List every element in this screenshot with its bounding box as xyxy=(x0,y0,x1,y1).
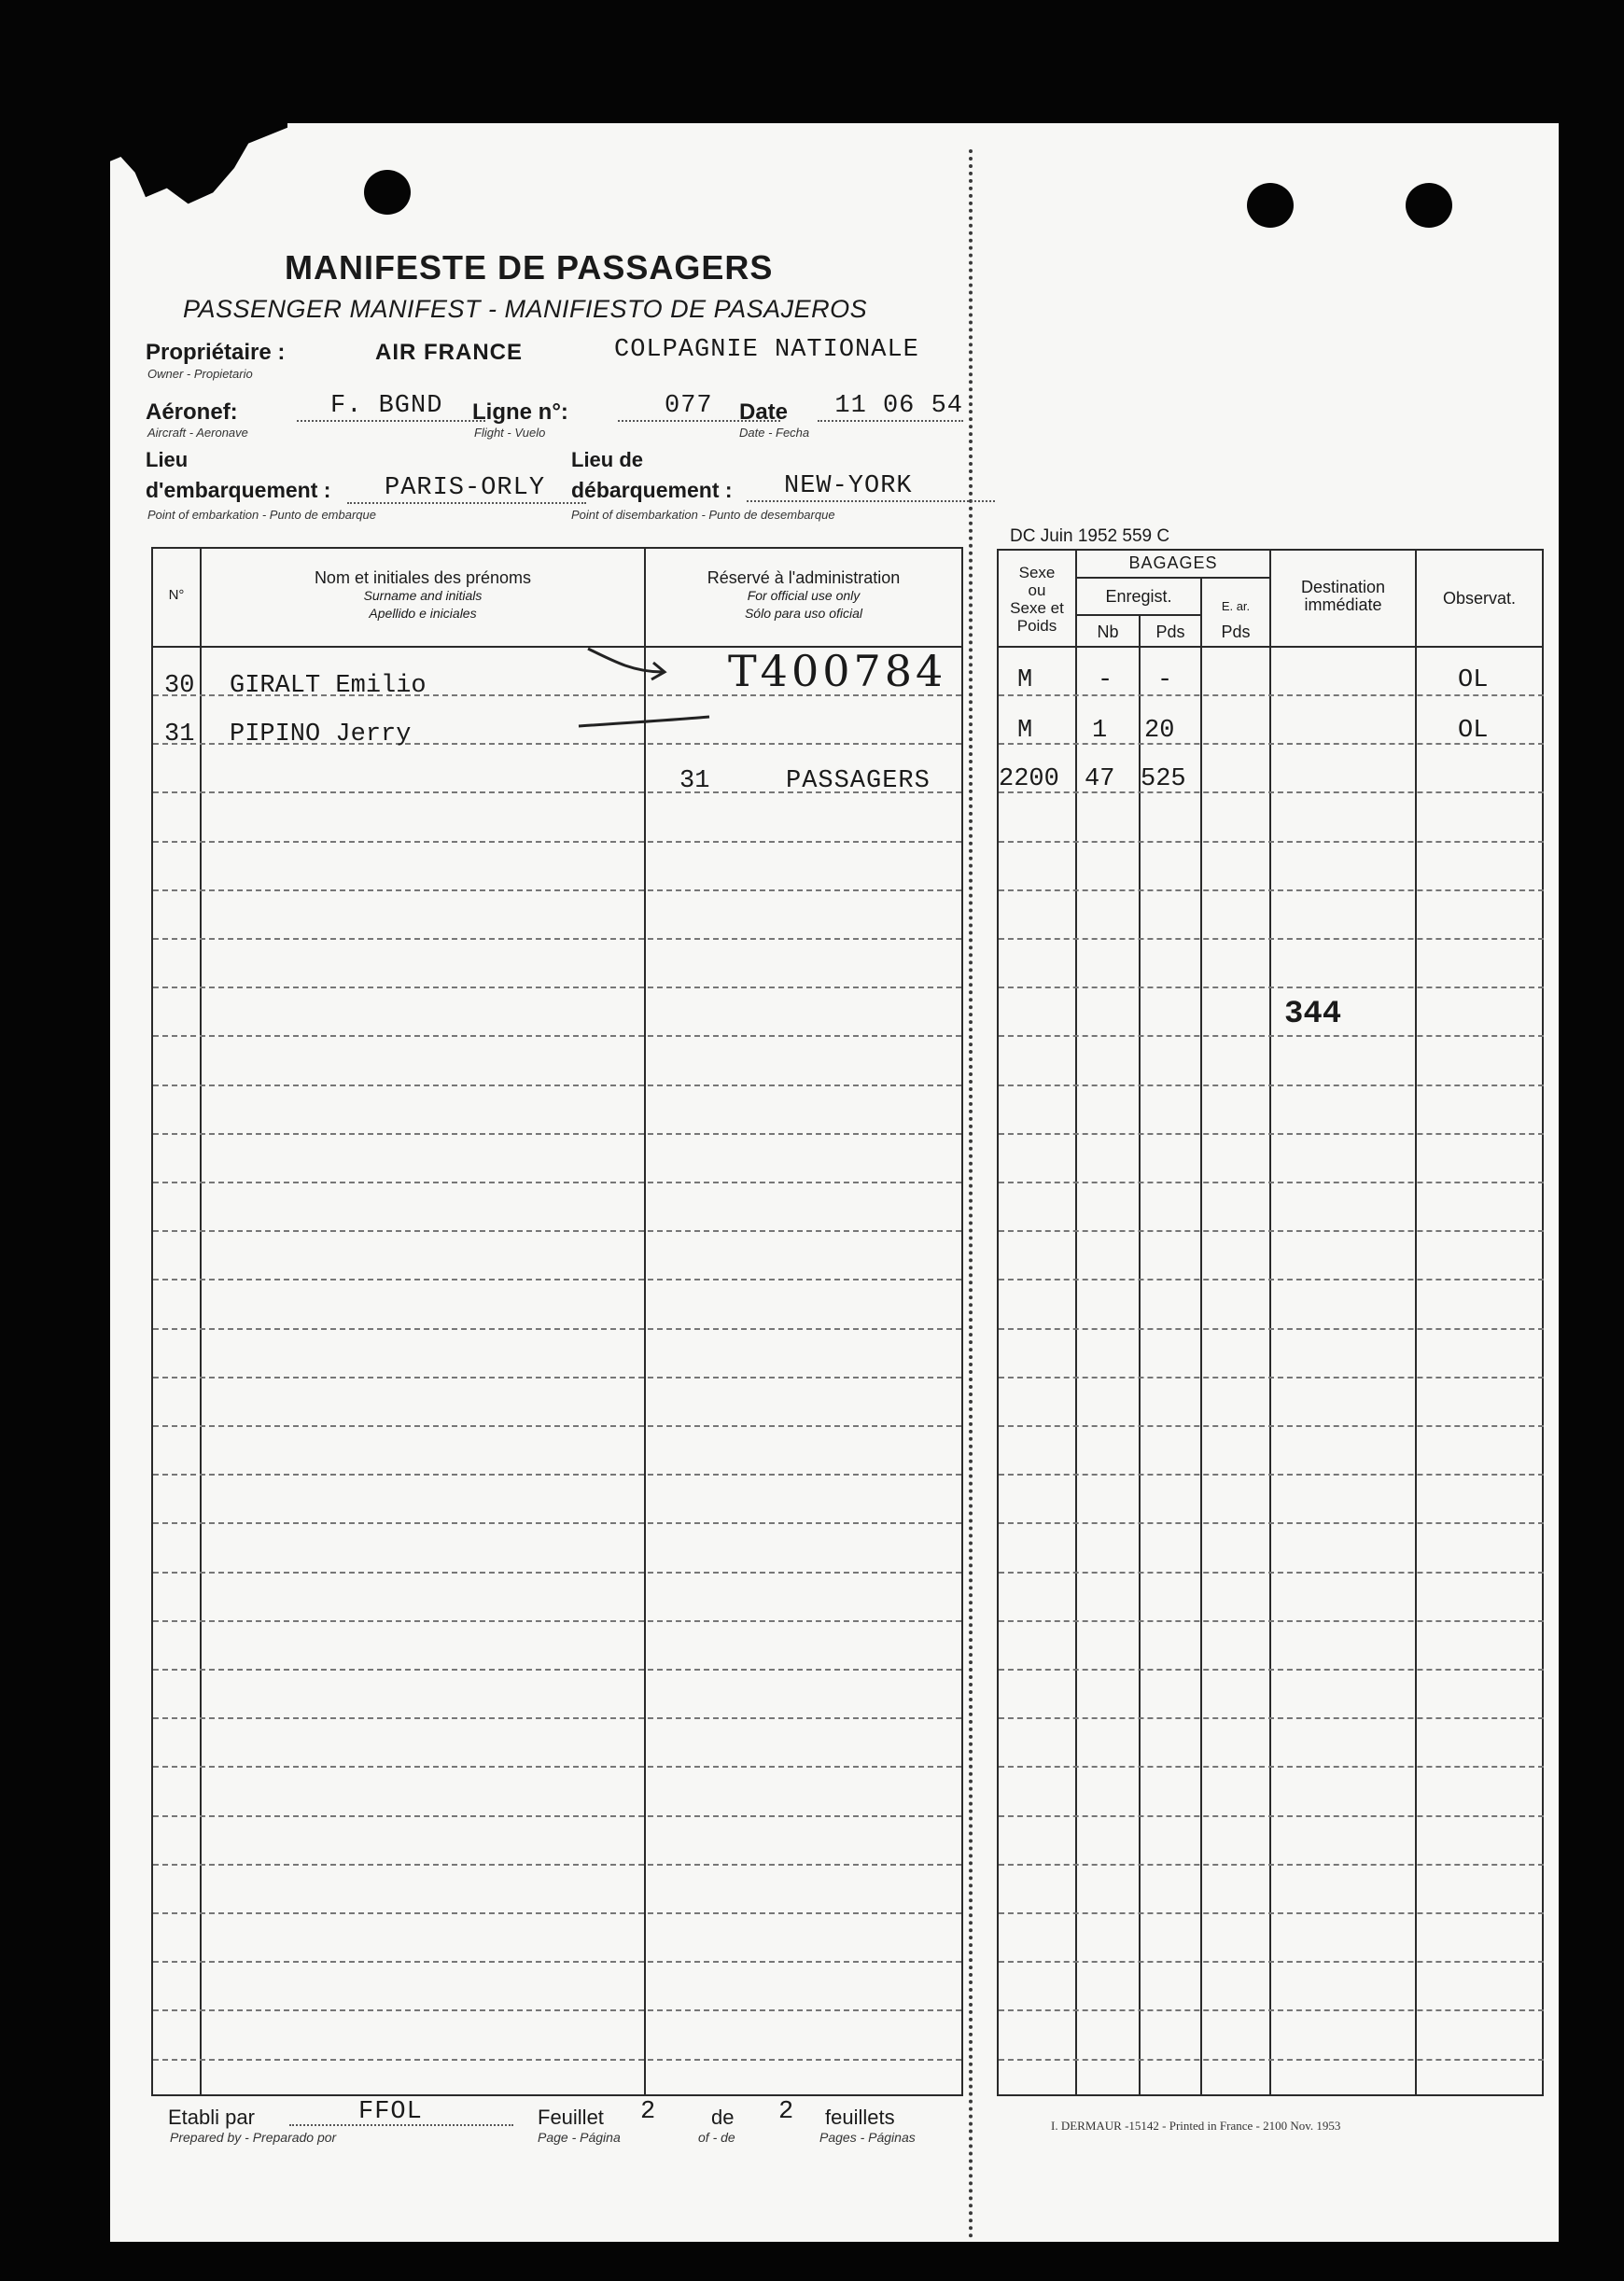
ruled-line xyxy=(153,1620,961,1622)
row-30-name: GIRALT Emilio xyxy=(230,672,427,700)
column-header-bagages: BAGAGES xyxy=(1128,553,1218,572)
row-30-observation: OL xyxy=(1458,666,1489,694)
row-30-pds: - xyxy=(1157,666,1173,694)
column-header-excess-pds: Pds xyxy=(1221,623,1251,641)
ruled-line xyxy=(153,2059,961,2061)
ruled-line xyxy=(999,1522,1544,1524)
ruled-line xyxy=(153,1572,961,1574)
form-code: DC Juin 1952 559 C xyxy=(1010,526,1170,546)
row-31-pds: 20 xyxy=(1144,717,1175,745)
disembarkation-label-2: débarquement : xyxy=(571,478,733,502)
ruled-line xyxy=(999,1230,1544,1232)
column-header-name-fr: Nom et initiales des prénoms xyxy=(314,568,532,587)
owner-typed-value: COLPAGNIE NATIONALE xyxy=(614,336,919,364)
row-30-number: 30 xyxy=(164,672,195,700)
date-sublabel: Date - Fecha xyxy=(739,426,810,440)
ruled-line xyxy=(999,1669,1544,1671)
ruled-line xyxy=(153,1279,961,1280)
ruled-line xyxy=(153,1085,961,1086)
pen-dash-stroke xyxy=(579,717,709,726)
prepared-by-line xyxy=(289,2124,513,2126)
column-header-pds: Pds xyxy=(1155,623,1185,641)
ruled-line xyxy=(153,1815,961,1817)
column-header-admin-fr: Réservé à l'administration xyxy=(707,568,901,587)
sheet-label: Feuillet xyxy=(538,2106,604,2129)
ruled-line xyxy=(999,791,1544,793)
column-divider xyxy=(961,547,963,2096)
column-header-excess: E. ar. xyxy=(1221,599,1251,613)
date-value: 11 06 54 xyxy=(818,392,963,422)
row-31-observation: OL xyxy=(1458,717,1489,745)
perforation-line xyxy=(969,149,973,2240)
sex-line-2: ou xyxy=(1028,581,1046,599)
aircraft-sublabel: Aircraft - Aeronave xyxy=(147,426,248,440)
ruled-line xyxy=(153,1669,961,1671)
ruled-line xyxy=(999,1133,1544,1135)
ruled-line xyxy=(153,1377,961,1378)
owner-label: Propriétaire : xyxy=(146,340,286,365)
column-header-name-en: Surname and initials xyxy=(363,588,483,603)
ruled-line xyxy=(999,2059,1544,2061)
ruled-line xyxy=(153,1425,961,1427)
ruled-line xyxy=(999,1085,1544,1086)
ruled-line xyxy=(999,938,1544,940)
printer-imprint: I. DERMAUR -15142 - Printed in France - 2100 Nov. 1953 xyxy=(1051,2119,1341,2133)
column-header-admin xyxy=(646,569,961,623)
sex-line-1: Sexe xyxy=(1018,564,1056,581)
ruled-line xyxy=(999,1620,1544,1622)
ruled-line xyxy=(999,1766,1544,1768)
sheet-value: 2 xyxy=(640,2098,657,2126)
sheets-sublabel: Pages - Páginas xyxy=(819,2130,916,2145)
owner-sublabel: Owner - Propietario xyxy=(147,367,253,381)
ruled-line xyxy=(153,1912,961,1914)
embarkation-value: PARIS-ORLY xyxy=(347,474,586,504)
sex-line-3: Sexe et xyxy=(1010,599,1064,617)
disembarkation-label-1: Lieu de xyxy=(571,448,644,471)
column-header-name-es: Apellido e iniciales xyxy=(369,606,477,621)
total-bag-weight: 525 xyxy=(1141,765,1186,793)
row-31-sex: M xyxy=(1017,717,1033,745)
total-bag-count: 47 xyxy=(1085,765,1115,793)
ruled-line xyxy=(999,1717,1544,1719)
page-subtitle: PASSENGER MANIFEST - MANIFIESTO DE PASAJEROS xyxy=(183,295,868,323)
flight-value: 077 xyxy=(618,392,780,422)
punch-hole xyxy=(1406,183,1452,228)
disembarkation-sublabel: Point of disembarkation - Punto de desembarque xyxy=(571,508,835,522)
punch-hole xyxy=(1247,183,1294,228)
row-31-number: 31 xyxy=(164,721,195,749)
ruled-line xyxy=(153,1182,961,1183)
ruled-line xyxy=(153,1474,961,1476)
flight-sublabel: Flight - Vuelo xyxy=(474,426,546,440)
ruled-line xyxy=(153,1961,961,1963)
ruled-line xyxy=(153,1230,961,1232)
ruled-line xyxy=(999,1425,1544,1427)
header-divider xyxy=(1075,614,1200,616)
sheets-label: feuillets xyxy=(825,2106,895,2129)
ruled-line xyxy=(999,1864,1544,1866)
ruled-line xyxy=(999,2009,1544,2011)
column-header-nb: Nb xyxy=(1097,623,1119,641)
row-31-name: PIPINO Jerry xyxy=(230,721,412,749)
ruled-line xyxy=(999,889,1544,891)
column-header-sex xyxy=(999,564,1075,635)
ruled-line xyxy=(999,1474,1544,1476)
ruled-line xyxy=(999,1035,1544,1037)
header-divider xyxy=(1075,577,1269,579)
destination-line-1: Destination xyxy=(1300,578,1386,596)
column-header-enregist: Enregist. xyxy=(1105,587,1172,606)
embarkation-label-1: Lieu xyxy=(146,448,189,471)
row-30-nb: - xyxy=(1098,666,1113,694)
table-border-bottom xyxy=(151,2094,963,2096)
ruled-line xyxy=(999,1182,1544,1183)
column-header-name xyxy=(202,569,644,623)
total-passenger-count: 31 xyxy=(679,767,710,795)
total-sheets-value: 2 xyxy=(778,2098,795,2126)
prepared-by-label: Etabli par xyxy=(168,2106,255,2129)
row-30-sex: M xyxy=(1017,666,1033,694)
owner-company: AIR FRANCE xyxy=(375,340,523,365)
prepared-by-sublabel: Prepared by - Preparado por xyxy=(170,2130,337,2145)
header-divider xyxy=(997,646,1544,648)
column-header-observat: Observat. xyxy=(1442,589,1517,608)
ruled-line xyxy=(153,1328,961,1330)
aircraft-label: Aéronef: xyxy=(146,399,238,425)
column-header-destination xyxy=(1271,579,1415,614)
table-border-top xyxy=(151,547,963,549)
column-divider xyxy=(1139,614,1141,2096)
ruled-line xyxy=(999,1961,1544,1963)
destination-line-2: immédiate xyxy=(1304,595,1382,614)
ruled-line xyxy=(153,841,961,843)
total-passengers-label: PASSAGERS xyxy=(786,767,931,795)
ruled-line xyxy=(999,987,1544,988)
ruled-line xyxy=(999,841,1544,843)
prepared-by-value: FFOL xyxy=(358,2098,423,2126)
ruled-line xyxy=(999,1572,1544,1574)
ruled-line xyxy=(153,1717,961,1719)
column-header-admin-es: Sólo para uso oficial xyxy=(744,606,863,621)
total-weight: 2200 xyxy=(999,765,1059,793)
ruled-line xyxy=(153,987,961,988)
date-label: Date xyxy=(739,399,789,425)
column-header-admin-en: For official use only xyxy=(747,588,861,603)
ruled-line xyxy=(153,1133,961,1135)
ruled-line xyxy=(999,1279,1544,1280)
ruled-line xyxy=(153,1035,961,1037)
flight-label: Ligne n°: xyxy=(472,399,568,425)
ruled-line xyxy=(999,694,1544,696)
of-label: de xyxy=(711,2106,735,2129)
ruled-line xyxy=(999,1912,1544,1914)
sex-line-4: Poids xyxy=(1016,617,1057,635)
ruled-line xyxy=(153,889,961,891)
ruled-line xyxy=(999,1377,1544,1378)
ruled-line xyxy=(153,938,961,940)
pen-strokes xyxy=(560,635,933,747)
of-sublabel: of - de xyxy=(698,2130,735,2145)
embarkation-label-2: d'embarquement : xyxy=(146,478,331,502)
sheet-sublabel: Page - Página xyxy=(538,2130,621,2145)
aircraft-value: F. BGND xyxy=(297,392,485,422)
embarkation-sublabel: Point of embarkation - Punto de embarque xyxy=(147,508,376,522)
ruled-line xyxy=(153,1766,961,1768)
row-30-admin-handwritten: T400784 xyxy=(728,646,947,696)
ruled-line xyxy=(153,1864,961,1866)
ruled-line xyxy=(999,1815,1544,1817)
row-31-nb: 1 xyxy=(1092,717,1108,745)
page-title: MANIFESTE DE PASSAGERS xyxy=(285,248,774,287)
pen-arrow-stroke xyxy=(588,649,663,672)
table-border-bottom xyxy=(997,2094,1544,2096)
column-header-no: N° xyxy=(168,587,185,603)
punch-hole xyxy=(364,170,411,215)
column-divider xyxy=(1200,577,1202,2096)
ruled-line xyxy=(999,1328,1544,1330)
disembarkation-value: NEW-YORK xyxy=(747,472,995,502)
ruled-line xyxy=(153,2009,961,2011)
ruled-line xyxy=(153,1522,961,1524)
annotation-number: 344 xyxy=(1284,997,1342,1032)
